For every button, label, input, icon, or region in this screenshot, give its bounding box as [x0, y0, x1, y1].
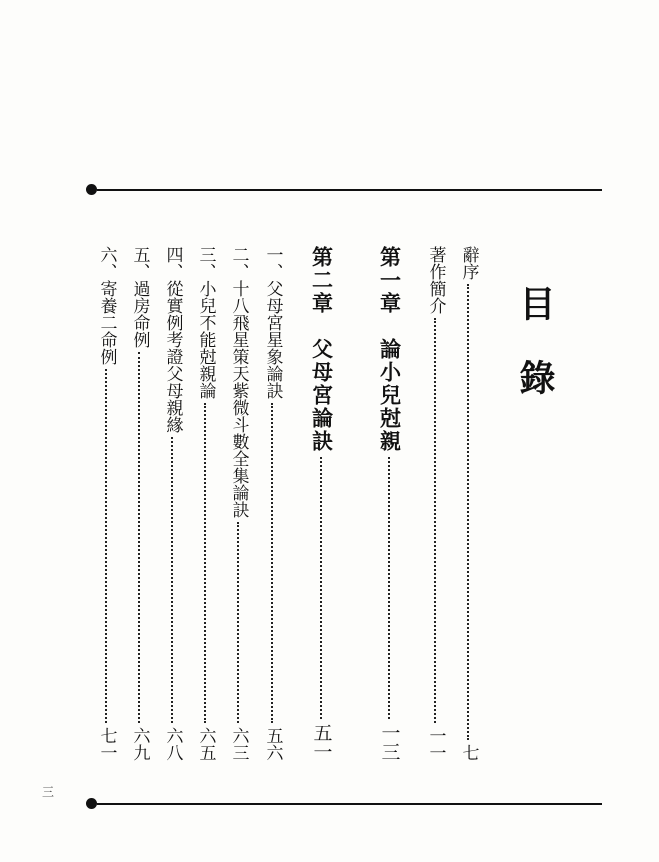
toc-entry-section-5 [129, 246, 149, 761]
toc-entry-section-2 [228, 246, 248, 761]
dot-leader [434, 318, 436, 723]
entry-title: 第一章 論小兒尅親 [377, 246, 402, 453]
dot-leader [204, 403, 206, 723]
entry-title: 六、寄養二命例 [96, 246, 117, 365]
dot-leader [388, 457, 390, 719]
dot-leader [320, 457, 322, 719]
entry-page: 六三 [228, 727, 249, 761]
toc-heading: 目錄 [514, 285, 555, 433]
entry-page: 五六 [262, 727, 283, 761]
toc-entry-section-6 [96, 246, 116, 761]
toc-entry-author-intro [425, 246, 445, 761]
entry-page: 五一 [310, 723, 333, 761]
dot-leader [105, 369, 107, 723]
top-rule [97, 189, 602, 191]
entry-page: 七一 [96, 727, 117, 761]
bottom-rule-dot [86, 798, 97, 809]
entry-page: 一三 [378, 723, 401, 761]
page-number-mark: 三 [42, 785, 55, 799]
dot-leader [237, 522, 239, 723]
dot-leader [271, 403, 273, 723]
dot-leader [138, 352, 140, 723]
entry-title: 五、過房命例 [129, 246, 150, 348]
entry-page: 七 [458, 744, 479, 761]
toc-entry-section-4 [162, 246, 182, 761]
entry-page: 六八 [162, 727, 183, 761]
dot-leader [171, 437, 173, 723]
entry-page: 六五 [195, 727, 216, 761]
entry-title: 第二章 父母宮論訣 [309, 246, 334, 453]
entry-page: 一一 [425, 727, 446, 761]
dot-leader [467, 284, 469, 740]
top-rule-dot [86, 184, 97, 195]
entry-title: 辭序 [458, 246, 479, 280]
toc-entry-chapter-2 [309, 246, 333, 761]
toc-entry-preface [458, 246, 478, 761]
toc-entry-section-1 [262, 246, 282, 761]
entry-title: 二、十八飛星策天紫微斗數全集論訣 [228, 246, 249, 518]
entry-title: 三、小兒不能尅親論 [195, 246, 216, 399]
entry-title: 一、父母宮星象論訣 [262, 246, 283, 399]
entry-page: 六九 [129, 727, 150, 761]
entry-title: 四、從實例考證父母親緣 [162, 246, 183, 433]
toc-entry-chapter-1 [377, 246, 401, 761]
bottom-rule [97, 803, 602, 805]
entry-title: 著作簡介 [425, 246, 446, 314]
toc-entry-section-3 [195, 246, 215, 761]
